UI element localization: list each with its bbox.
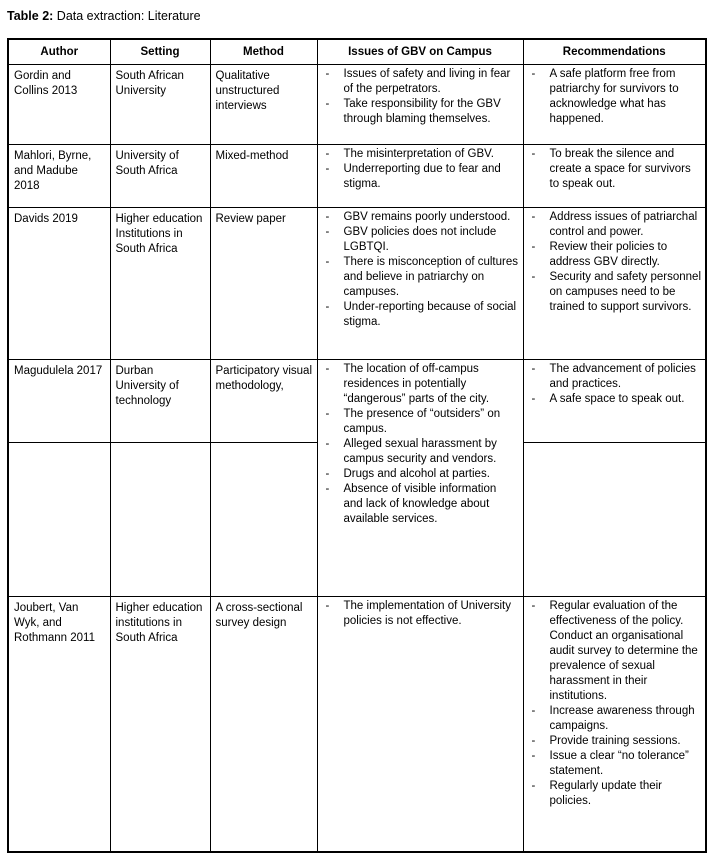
author-cell [8,65,110,145]
setting-text: Higher education institutions in South Africa [115,602,203,644]
bullet-text: - The implementation of University policies is not effective. [343,600,511,627]
author-text: Joubert, Van Wyk, and Rothmann 2011 [14,602,95,644]
bullet-text: - Address issues of patriarchal control and power. [549,211,698,238]
method-cell-empty [210,443,317,597]
issues-cell [317,208,523,360]
bullet-text: - Under-reporting because of social stigma. [343,301,517,328]
bullet-text: - Take responsibility for the GBV through blaming themselves. [343,98,501,125]
setting-text: Durban University of technology [115,365,179,407]
bullet-item [323,210,519,225]
bullet-item [323,300,519,330]
bullet-text: - The advancement of policies and practices. [549,363,696,390]
setting-cell [110,360,210,443]
header-method: Method [210,39,317,65]
header-author: Author [8,39,110,65]
bullet-item [529,270,702,315]
table-row [8,597,706,852]
bullet-text: - Absence of visible information and lack of knowledge about available services. [343,483,497,525]
author-cell [8,360,110,443]
bullet-item [529,734,702,749]
bullet-text: - The location of off-campus residences in potentially “dangerous” parts of the city. [343,363,490,405]
bullet-item [323,147,519,162]
bullet-text: - A safe platform free from patriarchy for survivors to acknowledge what has happened. [549,68,679,125]
issues-cell [317,65,523,145]
bullet-text: - Security and safety personnel on campuses need to be trained to support survivors. [549,271,702,313]
issues-cell [317,597,523,852]
method-text: Review paper [215,213,286,225]
bullet-item [323,67,519,97]
table-row [8,208,706,360]
bullet-item [529,779,702,809]
method-cell [210,145,317,208]
bullet-text: - The presence of “outsiders” on campus. [343,408,501,435]
bullet-text: - Provide training sessions. [549,735,681,747]
setting-text: South African University [115,70,184,97]
table-row [8,145,706,208]
bullet-item [529,147,702,192]
table-row [8,360,706,443]
bullet-item [529,749,702,779]
table-row [8,65,706,145]
bullet-text: - Underreporting due to fear and stigma. [343,163,501,190]
bullet-text: - Regular evaluation of the effectiveness of the policy. Conduct an organisational audit survey to determine the prevalence of sexual harassment in their institutions. [549,600,698,702]
bullet-item [323,225,519,255]
recommendations-cell [523,145,706,208]
setting-text: Higher education Institutions in South Africa [115,213,203,255]
bullet-item [529,210,702,240]
recommendations-cell [523,208,706,360]
setting-cell [110,65,210,145]
method-text: A cross-sectional survey design [215,602,303,629]
recommendations-cell-empty [523,443,706,597]
issues-cell [317,360,523,597]
recommendations-cell [523,597,706,852]
header-issues: Issues of GBV on Campus [317,39,523,65]
bullet-text: - GBV remains poorly understood. [343,211,511,223]
author-text: Davids 2019 [14,213,78,225]
table-caption-label: Table 2: [7,9,54,23]
bullet-item [323,599,519,629]
bullet-item [323,362,519,407]
bullet-text: - Issues of safety and living in fear of the perpetrators. [343,68,511,95]
table-caption-text: Data extraction: Literature [53,9,201,23]
bullet-item [323,255,519,300]
bullet-text: - The misinterpretation of GBV. [343,148,494,160]
method-cell [210,208,317,360]
setting-text: University of South Africa [115,150,179,177]
setting-cell [110,145,210,208]
bullet-text: - Drugs and alcohol at parties. [343,468,490,480]
header-setting: Setting [110,39,210,65]
setting-cell [110,597,210,852]
bullet-item [323,482,519,527]
bullet-text: - Increase awareness through campaigns. [549,705,695,732]
method-cell [210,597,317,852]
bullet-item [323,467,519,482]
bullet-text: - To break the silence and create a space for survivors to speak out. [549,148,691,190]
author-cell-empty [8,443,110,597]
setting-cell-empty [110,443,210,597]
bullet-item [323,162,519,192]
method-text: Mixed-method [215,150,289,162]
bullet-item [529,240,702,270]
bullet-text: - There is misconception of cultures and believe in patriarchy on campuses. [343,256,518,298]
bullet-text: - A safe space to speak out. [549,393,685,405]
method-text: Qualitative unstructured interviews [215,70,280,112]
bullet-text: - Regularly update their policies. [549,780,663,807]
bullet-item [323,437,519,467]
bullet-text: - Review their policies to address GBV directly. [549,241,668,268]
setting-cell [110,208,210,360]
author-cell [8,597,110,852]
author-text: Mahlori, Byrne, and Madube 2018 [14,150,92,192]
method-cell [210,360,317,443]
method-text: Participatory visual methodology, [215,365,313,392]
author-cell [8,208,110,360]
bullet-item [529,392,702,407]
bullet-item [529,704,702,734]
bullet-text: - GBV policies does not include LGBTQI. [343,226,497,253]
recommendations-cell [523,360,706,443]
bullet-text: - Alleged sexual harassment by campus security and vendors. [343,438,497,465]
bullet-item [323,97,519,127]
header-recommendations: Recommendations [523,39,706,65]
bullet-item [323,407,519,437]
issues-cell [317,145,523,208]
bullet-item [529,362,702,392]
author-text: Magudulela 2017 [14,365,103,377]
literature-table [7,38,707,853]
header-row [8,39,706,65]
author-text: Gordin and Collins 2013 [14,70,78,97]
bullet-item [529,599,702,704]
method-cell [210,65,317,145]
bullet-text: - Issue a clear “no tolerance” statement. [549,750,689,777]
bullet-item [529,67,702,127]
table-caption [7,8,706,24]
author-cell [8,145,110,208]
recommendations-cell [523,65,706,145]
